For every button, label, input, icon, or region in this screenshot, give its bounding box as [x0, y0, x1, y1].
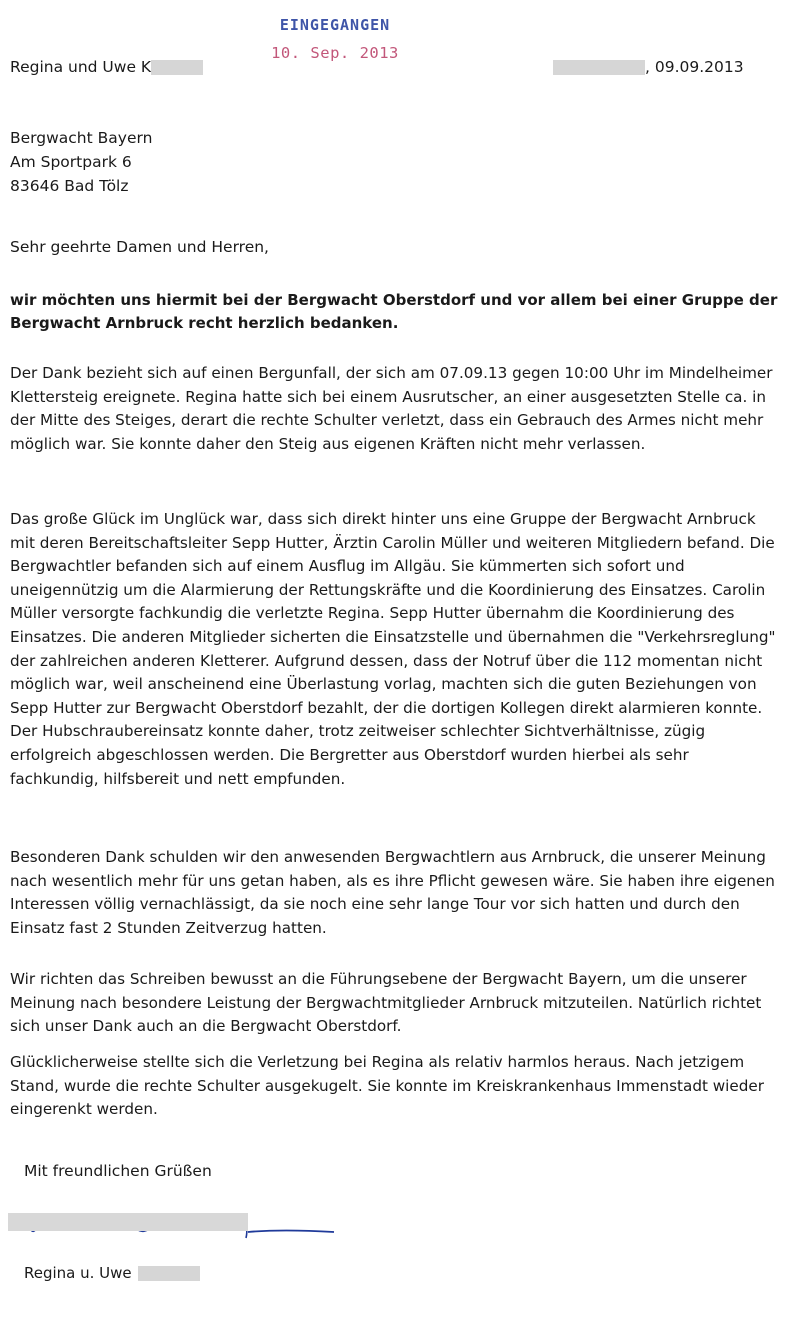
sender-name: Regina und Uwe K [10, 58, 152, 76]
recipient-city: 83646 Bad Tölz [10, 177, 129, 195]
signer-line [24, 1264, 200, 1282]
signer-redaction [138, 1266, 200, 1281]
stamp-date: 10. Sep. 2013 [271, 44, 399, 62]
place-redaction [553, 60, 645, 75]
salutation: Sehr geehrte Damen und Herren, [10, 238, 269, 256]
body-paragraph: Das große Glück im Unglück war, dass sich direkt hinter uns eine Gruppe der Bergwacht Arnbruck mit deren Bereitschaftsleiter Sepp Hutter, Ärztin Carolin Müller und weiteren Mitgliedern befand. Die Bergwachtler befanden sich auf einem Ausflug im Allgäu. Sie kümmerten sich sofort und uneigennützig um die Alarmierung der Rettungskräfte und die Koordinierung des Einsatzes. Carolin Müller versorgte fachkundig die verletzte Regina. Sepp Hutter übernahm die Koordinierung des Einsatzes. Die anderen Mitglieder sicherten die Einsatzstelle und übernahmen die "Verkehrsreglung" der zahlreichen anderen Kletterer. Aufgrund dessen, dass der Notruf über die 112 momentan nicht möglich war, weil anscheinend eine Überlastung vorlag, machten sich die guten Beziehungen von Sepp Hutter zur Bergwacht Oberstdorf bezahlt, der die dortigen Kollegen direkt alarmieren konnte. Der Hubschraubereinsatz konnte daher, trotz zeitweiser schlechter Sichtverhältnisse, zügig erfolgreich abgeschlossen werden. Die Bergretter aus Oberstdorf wurden hierbei als sehr fachkundig, hilfsbereit und nett empfunden. [10, 510, 776, 788]
body-paragraph: Wir richten das Schreiben bewusst an die Führungsebene der Bergwacht Bayern, um die unserer Meinung nach besondere Leistung der Bergwachtmitglieder Arnbruck mitzuteilen. Natürlich richtet sich unser Dank auch an die Bergwacht Oberstdorf. [10, 970, 762, 1036]
sender-redaction [151, 60, 203, 75]
signature-redaction [8, 1213, 248, 1231]
body-paragraph: Glücklicherweise stellte sich die Verletzung bei Regina als relativ harmlos heraus. Nach jetzigem Stand, wurde die rechte Schulter ausgekugelt. Sie konnte im Kreiskrankenhaus Immenstadt wieder eingerenkt werden. [10, 1053, 764, 1119]
intro-paragraph: wir möchten uns hiermit bei der Bergwacht Oberstdorf und vor allem bei einer Gruppe der Bergwacht Arnbruck recht herzlich bedanken. [10, 291, 778, 332]
sender-line [10, 58, 203, 76]
recipient-street: Am Sportpark 6 [10, 153, 132, 171]
body-paragraph: Besonderen Dank schulden wir den anwesenden Bergwachtlern aus Arnbruck, die unserer Meinung nach wesentlich mehr für uns getan haben, als es ihre Pflicht gewesen wäre. Sie haben ihre eigenen Interessen völlig vernachlässigt, da sie noch eine sehr lange Tour vor sich hatten und durch den Einsatz fast 2 Stunden Zeitverzug hatten. [10, 848, 775, 937]
received-stamp [270, 16, 400, 62]
place-date [553, 58, 744, 76]
recipient-org: Bergwacht Bayern [10, 129, 153, 147]
recipient-address [10, 126, 152, 198]
closing-phrase: Mit freundlichen Grüßen [24, 1162, 212, 1180]
letter-date: , 09.09.2013 [645, 58, 744, 76]
signer-name: Regina u. Uwe [24, 1264, 132, 1282]
body-paragraph: Der Dank bezieht sich auf einen Bergunfall, der sich am 07.09.13 gegen 10:00 Uhr im Mindelheimer Klettersteig ereignete. Regina hatte sich bei einem Ausrutscher, an einer ausgesetzten Stelle ca. in der Mitte des Steiges, derart die rechte Schulter verletzt, dass ein Gebrauch des Armes nicht mehr möglich war. Sie konnte daher den Steig aus eigenen Kräften nicht mehr verlassen. [10, 364, 773, 453]
stamp-received-label: EINGEGANGEN [279, 16, 391, 34]
